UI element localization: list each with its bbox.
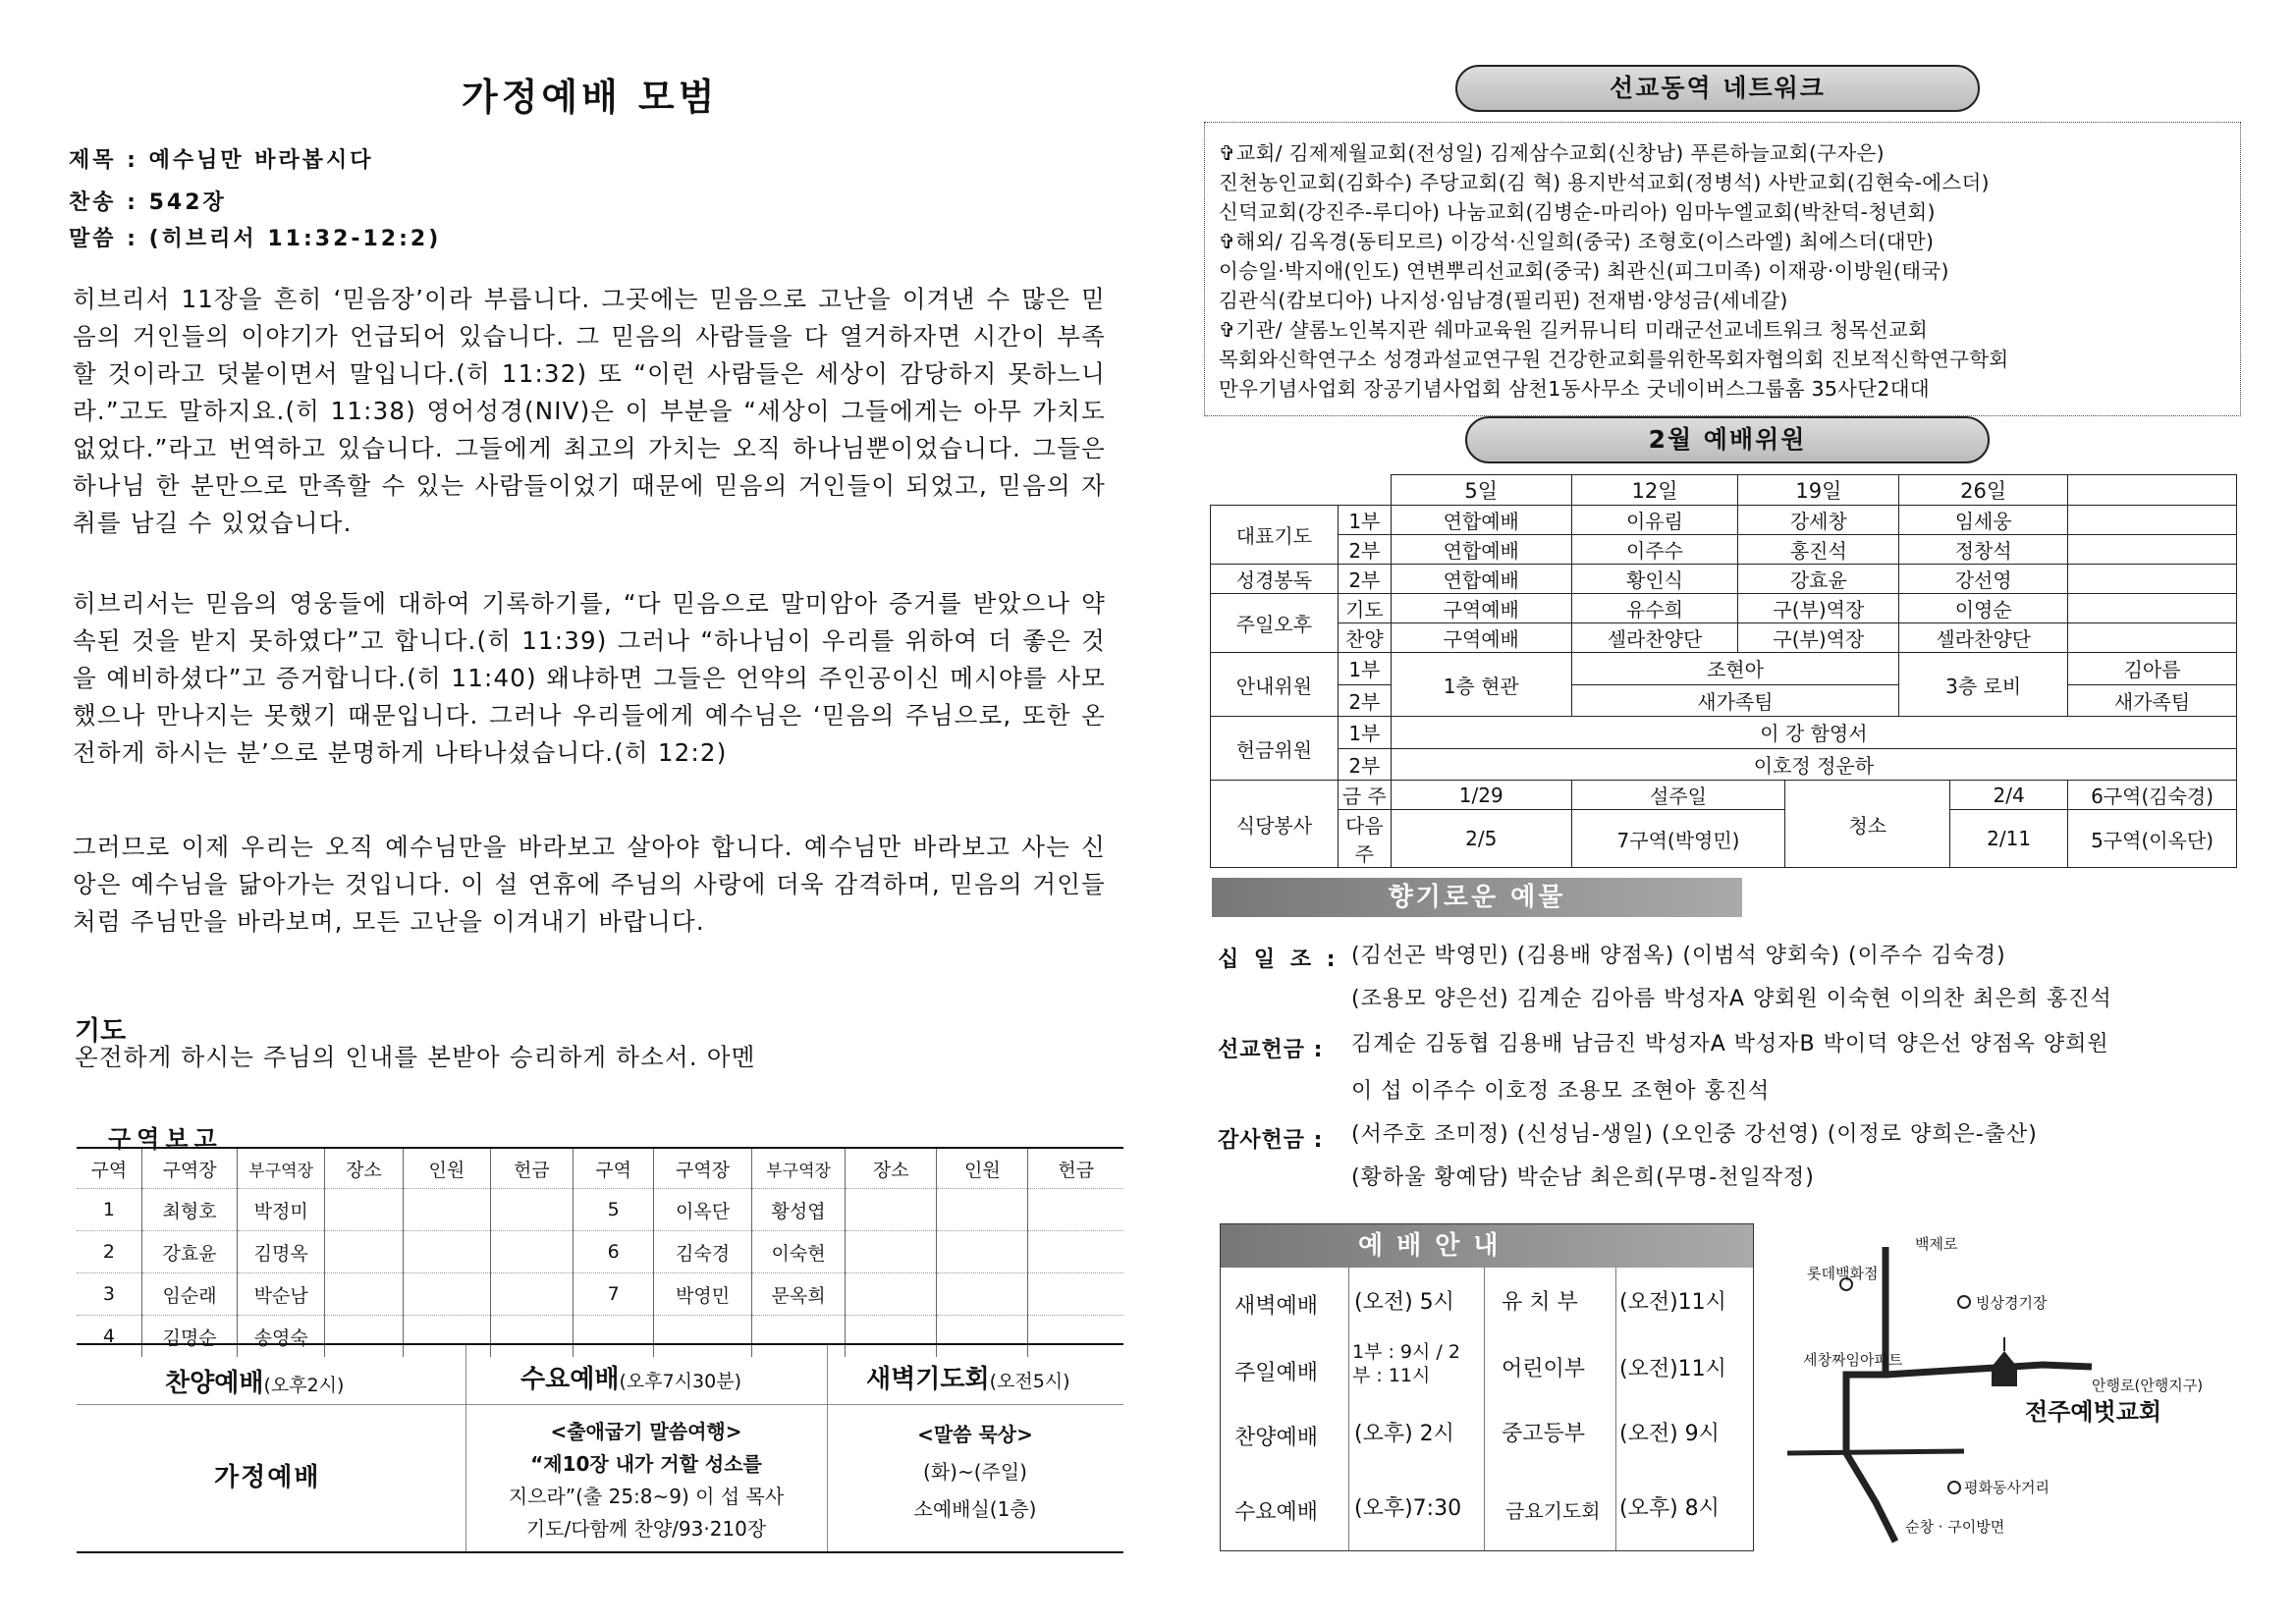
offering-row-2 [1211, 748, 2237, 781]
cell: 조현아 [1571, 653, 1899, 685]
cell: 연합예배 [1391, 506, 1571, 535]
cell: 이영순 [1899, 594, 2068, 623]
network-title: 선교동역 네트워크 [1455, 65, 1980, 112]
cell: 1/29 [1391, 781, 1571, 810]
sermon-subject: 제목 : 예수님만 바라봅시다 [69, 148, 374, 173]
date-5 [2068, 475, 2237, 506]
district-cell: 이옥단 [654, 1189, 752, 1231]
family-worship-label: 가정예배 [214, 1463, 321, 1492]
cell: 1부 [1338, 653, 1391, 685]
cell: 3층 로비 [1899, 653, 2068, 717]
district-header-cell: 부구역장 [751, 1148, 845, 1189]
praise-worship-name: 찬양예배 [165, 1369, 264, 1398]
district-cell [1028, 1273, 1123, 1316]
cell: 황인식 [1571, 565, 1738, 594]
guide-time: (오전) 9시 [1619, 1422, 1720, 1446]
network-line-9: 만우기념사업회 장공기념사업회 삼천1동사무소 굿네이버스그룹홈 35사단2대대 [1219, 377, 1930, 401]
dawn-heading [866, 1359, 1070, 1395]
dawn-line-2: (화)~(주일) [923, 1460, 1027, 1484]
offering-line: (김선곤 박영민) (김용배 양점옥) (이범석 양회숙) (이주수 김숙경) [1351, 944, 2006, 968]
cell: 다음주 [1338, 810, 1391, 868]
cell: 이유림 [1571, 506, 1738, 535]
guide-time: (오후)7:30 [1354, 1496, 1462, 1521]
usher-row-1 [1211, 653, 2237, 685]
rep-prayer-label: 대표기도 [1211, 506, 1339, 565]
guide-name: 새벽예배 [1234, 1294, 1319, 1319]
rep-prayer-row-1 [1211, 506, 2237, 535]
guide-time: (오전) 5시 [1354, 1290, 1454, 1315]
cell: 2/11 [1950, 810, 2068, 868]
cell [2068, 535, 2237, 565]
district-cell: 김명순 [141, 1316, 238, 1358]
wednesday-time: (오후7시30분) [619, 1371, 741, 1392]
guide-name: 중고등부 [1502, 1422, 1586, 1446]
location-map [1768, 1227, 2219, 1551]
network-line-1: ✞교회/ 김제제월교회(전성일) 김제삼수교회(신창남) 푸른하늘교회(구자은) [1219, 141, 1885, 165]
guide-name: 주일예배 [1234, 1361, 1319, 1385]
district-row [77, 1273, 1123, 1316]
district-cell [325, 1273, 404, 1316]
prayer-heading: 기도 [75, 1016, 127, 1047]
cell: 2부 [1338, 684, 1391, 717]
cell: 새가족팀 [2068, 684, 2237, 717]
cell: 1부 [1338, 506, 1391, 535]
cell [2068, 506, 2237, 535]
district-cell [490, 1231, 573, 1273]
district-header-cell: 부구역장 [238, 1148, 325, 1189]
cell: 설주일 [1571, 781, 1785, 810]
district-cell [846, 1273, 937, 1316]
guide-name: 금요기도회 [1505, 1499, 1601, 1523]
network-line-2: 진천농인교회(김화수) 주당교회(김 혁) 용지반석교회(정병석) 사반교회(김현숙-에스더) [1219, 171, 1990, 194]
cell: 셀라찬양단 [1571, 623, 1738, 653]
network-line-4: ✞해외/ 김옥경(동티모르) 이강석·신일희(중국) 조형호(이스라엘) 최에스더(대만) [1219, 230, 1935, 253]
cell: 2/4 [1950, 781, 2068, 810]
date-1: 5일 [1391, 475, 1571, 506]
cell: 구역예배 [1391, 594, 1571, 623]
wednesday-line-3: 지으라”(출 25:8~9) 이 섭 목사 [508, 1485, 785, 1508]
district-row [77, 1231, 1123, 1273]
district-header-cell: 인원 [937, 1148, 1028, 1189]
district-table [77, 1147, 1123, 1357]
district-cell [1028, 1231, 1123, 1273]
cell: 1층 현관 [1391, 653, 1571, 717]
family-worship-column [77, 1345, 466, 1551]
sermon-hymn: 찬송 : 542장 [69, 190, 227, 215]
offering-line: (조용모 양은선) 김계순 김아름 박성자A 양회원 이숙현 이의찬 최은희 홍진석 [1351, 987, 2112, 1011]
offering-committee-label: 헌금위원 [1211, 717, 1339, 781]
district-cell: 2 [77, 1231, 141, 1273]
offering-line: 김계순 김동협 김용배 남금진 박성자A 박성자B 박이덕 양은선 양점옥 양희원 [1351, 1032, 2109, 1056]
district-cell [937, 1231, 1028, 1273]
district-cell: 송영숙 [238, 1316, 325, 1358]
district-cell [403, 1189, 490, 1231]
dawn-line-3: 소예배실(1층) [913, 1497, 1037, 1521]
cell: 연합예배 [1391, 565, 1571, 594]
guide-name: 유 치 부 [1502, 1290, 1578, 1315]
wednesday-heading [520, 1359, 741, 1395]
dawn-time: (오전5시) [989, 1371, 1070, 1392]
offering-label-mission: 선교헌금 : [1218, 1038, 1324, 1062]
cell [2068, 565, 2237, 594]
map-label-church: 전주예벗교회 [2025, 1398, 2162, 1426]
praise-worship-heading [165, 1363, 344, 1399]
paragraph-1: 히브리서 11장을 흔히 ‘믿음장’이라 부릅니다. 그곳에는 믿음으로 고난을 이겨낸 수 많은 믿음의 거인들의 이야기가 언급되어 있습니다. 그 믿음의 사람들을 다 열거하자면 시간이 부족할 것이라고 덧붙이면서 말입니다.(히 11:32) 또 “이런 사람들은 세상이 감당하지 못하느니라.”고도 말하지요.(히 11:38) 영어성경(NIV)은 이 부분을 “세상이 그들에게는 아무 가치도 없었다.”라고 번역하고 있습니다. 그들에게 최고의 가치는 오직 하나님뿐이었습니다. 그들은 하나님 한 분만으로 만족할 수 있는 사람들이었기 때문에 믿음의 거인들이 되었고, 믿음의 자취를 남길 수 있었습니다. [73, 285, 1106, 537]
district-header-cell: 구역장 [141, 1148, 238, 1189]
district-cell [937, 1189, 1028, 1231]
cell: 구(부)역장 [1738, 594, 1899, 623]
guide-name: 수요예배 [1234, 1500, 1319, 1525]
district-cell [490, 1189, 573, 1231]
cell: 홍진석 [1738, 535, 1899, 565]
guide-time: (오전)11시 [1619, 1357, 1726, 1381]
district-cell: 이숙현 [751, 1231, 845, 1273]
district-cell: 임순래 [141, 1273, 238, 1316]
usher-row-2 [1211, 684, 2237, 717]
map-label-apt: 세창짜임아파트 [1803, 1351, 1903, 1369]
guide-time: (오전)11시 [1619, 1290, 1726, 1315]
cell: 강세창 [1738, 506, 1899, 535]
date-2: 12일 [1571, 475, 1738, 506]
network-line-8: 목회와신학연구소 성경과설교연구원 건강한교회를위한목회자협의회 진보적신학연구학회 [1219, 348, 2009, 371]
cell: 2/5 [1391, 810, 1571, 868]
dawn-details [827, 1416, 1123, 1528]
district-cell [403, 1231, 490, 1273]
district-cell: 박영민 [654, 1273, 752, 1316]
usher-label: 안내위원 [1211, 653, 1339, 717]
cell: 5구역(이옥단) [2068, 810, 2237, 868]
map-label-baekje: 백제로 [1915, 1235, 1958, 1253]
afternoon-row-1 [1211, 594, 2237, 623]
cell [2068, 594, 2237, 623]
district-header-cell: 구역장 [654, 1148, 752, 1189]
district-cell: 강효윤 [141, 1231, 238, 1273]
district-cell [325, 1231, 404, 1273]
wednesday-name: 수요예배 [520, 1365, 620, 1394]
worship-committee-table [1210, 474, 2237, 868]
worship-guide-box [1220, 1223, 1754, 1551]
kitchen-row-2 [1211, 810, 2237, 868]
district-header-cell: 인원 [403, 1148, 490, 1189]
prayer-text: 온전하게 하시는 주님의 인내를 본받아 승리하게 하소서. 아멘 [75, 1043, 756, 1071]
rep-prayer-row-2 [1211, 535, 2237, 565]
district-header-row [77, 1148, 1123, 1189]
district-header-cell: 구역 [574, 1148, 654, 1189]
network-box [1204, 122, 2241, 416]
offering-line: (황하울 황예담) 박순남 최은희(무명-천일작정) [1351, 1165, 1815, 1190]
offering-label-tithe: 십 일 조 : [1218, 947, 1339, 972]
dates-row [1211, 475, 2237, 506]
district-header-cell: 장소 [846, 1148, 937, 1189]
map-label-anhaeng: 안행로(안행지구) [2092, 1377, 2204, 1394]
guide-name: 찬양예배 [1234, 1426, 1319, 1450]
district-header-cell: 헌금 [1028, 1148, 1123, 1189]
district-cell: 박정미 [238, 1189, 325, 1231]
cell: 정창석 [1899, 535, 2068, 565]
cell: 강효윤 [1738, 565, 1899, 594]
guide-time: 1부 : 9시 / 2부 : 11시 [1352, 1341, 1460, 1386]
map-label-ice: 빙상경기장 [1976, 1294, 2048, 1312]
cell: 6구역(김숙경) [2068, 781, 2237, 810]
district-cell: 문옥희 [751, 1273, 845, 1316]
wednesday-line-2: “제10장 내가 거할 성소를 [530, 1452, 762, 1476]
cell: 2부 [1338, 565, 1391, 594]
district-cell [846, 1189, 937, 1231]
district-cell: 6 [574, 1231, 654, 1273]
sermon-scripture: 말씀 : (히브리서 11:32-12:2) [69, 227, 442, 251]
district-cell: 최형호 [141, 1189, 238, 1231]
cell: 찬양 [1338, 623, 1391, 653]
cell: 2부 [1338, 748, 1391, 781]
cell: 이 강 함영서 [1391, 717, 2236, 749]
district-heading: 구역보고 [108, 1125, 223, 1153]
wednesday-line-1: <출애굽기 말씀여행> [550, 1420, 742, 1443]
wednesday-line-4: 기도/다함께 찬양/93·210장 [525, 1517, 767, 1541]
guide-time: (오후) 8시 [1619, 1496, 1720, 1521]
date-3: 19일 [1738, 475, 1899, 506]
cell: 구역예배 [1391, 623, 1571, 653]
kitchen-row-1 [1211, 781, 2237, 810]
paragraph-3: 그러므로 이제 우리는 오직 예수님만을 바라보고 살아야 합니다. 예수님만 바라보고 사는 신앙은 예수님을 닮아가는 것입니다. 이 설 연휴에 주님의 사랑에 더욱 감격하며, 믿음의 거인들처럼 주님만을 바라보며, 모든 고난을 이겨내기 바랍니다. [73, 833, 1106, 936]
offering-bar-title: 향기로운 예물 [1212, 878, 1742, 917]
date-4: 26일 [1899, 475, 2068, 506]
paragraph-2: 히브리서는 믿음의 영웅들에 대하여 기록하기를, “다 믿음으로 말미암아 증거를 받았으나 약속된 것을 받지 못하였다”고 합니다.(히 11:39) 그러나 “하나님이 우리를 위하여 더 좋은 것을 예비하셨다”고 증거합니다.(히 11:40) 왜냐하면 그들은 언약의 주인공이신 메시야를 사모했으나 만나지는 못했기 때문입니다. 그러나 우리들에게 예수님은 ‘믿음의 주님으로, 또한 온전하게 하시는 분’으로 분명하게 나타나셨습니다.(히 12:2) [73, 589, 1106, 767]
district-header-cell: 헌금 [490, 1148, 573, 1189]
cell: 금 주 [1338, 781, 1391, 810]
kitchen-label: 식당봉사 [1211, 781, 1339, 868]
page-title: 가정예배 모범 [462, 76, 719, 119]
guide-name: 어린이부 [1502, 1357, 1586, 1381]
district-cell: 박순남 [238, 1273, 325, 1316]
network-line-3: 신덕교회(강진주-루디아) 나눔교회(김병순-마리아) 임마누엘교회(박찬덕-청년회) [1219, 200, 1936, 224]
district-cell: 김숙경 [654, 1231, 752, 1273]
district-cell: 황성엽 [751, 1189, 845, 1231]
offering-row-1 [1211, 717, 2237, 749]
afternoon-label: 주일오후 [1211, 594, 1339, 653]
district-cell: 4 [77, 1316, 141, 1358]
cell: 2부 [1338, 535, 1391, 565]
district-header-cell: 장소 [325, 1148, 404, 1189]
district-cell [1028, 1189, 1123, 1231]
district-cell [403, 1273, 490, 1316]
cell: 1부 [1338, 717, 1391, 749]
district-header-cell: 구역 [77, 1148, 141, 1189]
cell: 임세웅 [1899, 506, 2068, 535]
cell: 새가족팀 [1571, 684, 1899, 717]
cell: 김아름 [2068, 653, 2237, 685]
praise-worship-time: (오후2시) [263, 1375, 345, 1396]
cell: 강선영 [1899, 565, 2068, 594]
district-cell: 1 [77, 1189, 141, 1231]
afternoon-row-2 [1211, 623, 2237, 653]
map-label-lotte: 롯데백화점 [1807, 1265, 1879, 1282]
offering-line: (서주호 조미정) (신성님-생일) (오인중 강선영) (이정로 양희은-출산) [1351, 1122, 2038, 1147]
reading-label: 성경봉독 [1211, 565, 1339, 594]
cell: 연합예배 [1391, 535, 1571, 565]
district-cell: 5 [574, 1189, 654, 1231]
cell: 구(부)역장 [1738, 623, 1899, 653]
district-cell: 3 [77, 1273, 141, 1316]
cell: 기도 [1338, 594, 1391, 623]
map-label-pyeonghwa: 평화동사거리 [1964, 1479, 2050, 1496]
cell: 셀라찬양단 [1899, 623, 2068, 653]
wednesday-details [465, 1416, 827, 1545]
network-line-6: 김관식(캄보디아) 나지성·임남경(필리핀) 전재범·양성금(세네갈) [1219, 289, 1788, 312]
cell: 유수희 [1571, 594, 1738, 623]
dawn-name: 새벽기도회 [866, 1365, 990, 1394]
cell: 청소 [1785, 781, 1950, 868]
cell [2068, 623, 2237, 653]
district-row [77, 1189, 1123, 1231]
cell: 이주수 [1571, 535, 1738, 565]
network-line-5: 이승일·박지애(인도) 연변뿌리선교회(중국) 최관신(피그미족) 이재광·이방원(태국) [1219, 259, 1949, 283]
network-line-7: ✞기관/ 샬롬노인복지관 쉐마교육원 길커뮤니티 미래군선교네트워크 청목선교회 [1219, 318, 1929, 342]
map-label-sunchang: 순창 · 구이방면 [1905, 1518, 2005, 1536]
wednesday-column [465, 1345, 828, 1551]
district-cell [846, 1231, 937, 1273]
worship-guide-title: 예배안내 [1221, 1224, 1753, 1268]
dawn-line-1: <말씀 묵상> [917, 1423, 1033, 1446]
reading-row [1211, 565, 2237, 594]
service-box [77, 1343, 1123, 1553]
guide-time: (오후) 2시 [1354, 1422, 1454, 1446]
district-cell [325, 1189, 404, 1231]
district-cell [490, 1273, 573, 1316]
cell: 이호정 정운하 [1391, 748, 2236, 781]
offering-label-thanks: 감사헌금 : [1218, 1128, 1324, 1153]
district-cell: 7 [574, 1273, 654, 1316]
worship-committee-title: 2월 예배위원 [1465, 416, 1990, 463]
dawn-column [827, 1345, 1123, 1551]
district-cell [937, 1273, 1028, 1316]
district-cell: 김명옥 [238, 1231, 325, 1273]
offering-line: 이 섭 이주수 이호정 조용모 조현아 홍진석 [1351, 1079, 1771, 1104]
cell: 7구역(박영민) [1571, 810, 1785, 868]
